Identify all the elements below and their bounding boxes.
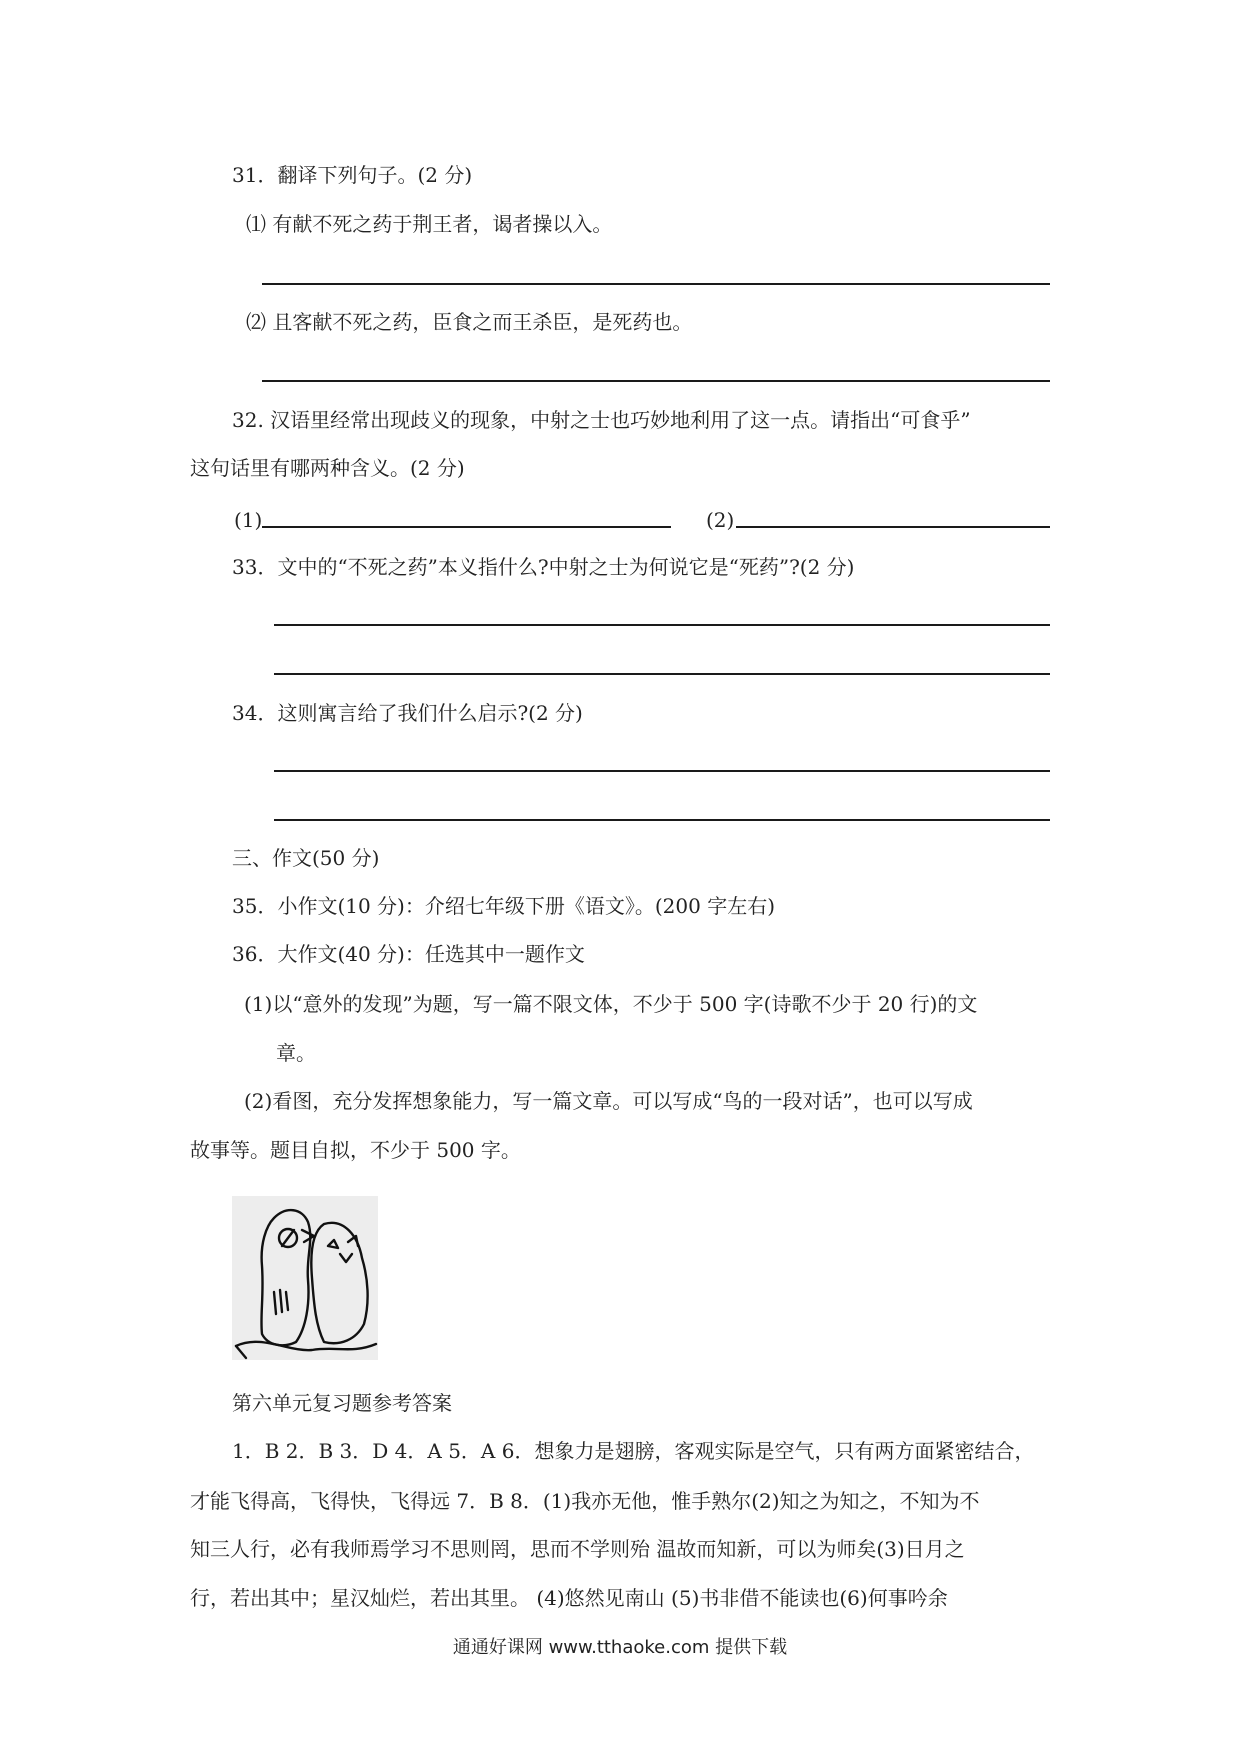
q31-title: 31．翻译下列句子。(2 分) [232, 163, 473, 187]
q34-answer-line-2[interactable] [274, 819, 1050, 821]
q34-answer-line-1[interactable] [274, 770, 1050, 772]
composition-heading: 三、作文(50 分) [232, 846, 380, 870]
q36-text: 36．大作文(40 分)：任选其中一题作文 [232, 942, 585, 966]
answers-line-4: 行，若出其中；星汉灿烂，若出其里。 (4)悠然见南山 (5)书非借不能读也(6)何事吟余 [190, 1586, 948, 1610]
q32-blank-2-label: (2) [706, 508, 735, 532]
q36-option-1-line-1: (1)以“意外的发现”为题，写一篇不限文体，不少于 500 字(诗歌不少于 20 行)的文 [244, 992, 978, 1016]
answers-heading: 第六单元复习题参考答案 [232, 1391, 452, 1415]
q31-sentence-1: ⑴ 有献不死之药于荆王者，谒者操以入。 [246, 212, 613, 236]
q32-blank-1-label: (1) [234, 508, 263, 532]
q33-title: 33．文中的“不死之药”本义指什么?中射之士为何说它是“死药”?(2 分) [232, 555, 855, 579]
footer-source: 通通好课网 www.tthaoke.com 提供下载 [452, 1637, 788, 1658]
answers-line-2: 才能飞得高，飞得快，飞得远 7．B 8．(1)我亦无他，惟手熟尔(2)知之为知之，不知为不 [190, 1489, 980, 1513]
q31-answer-line-1[interactable] [262, 283, 1050, 285]
answers-line-1: 1．B 2．B 3．D 4．A 5．A 6．想象力是翅膀，客观实际是空气，只有两方面紧密结合， [232, 1439, 1035, 1463]
q32-line-2: 这句话里有哪两种含义。(2 分) [190, 456, 465, 480]
q33-answer-line-1[interactable] [274, 624, 1050, 626]
q31-sentence-2: ⑵ 且客献不死之药，臣食之而王杀臣，是死药也。 [246, 310, 693, 334]
two-birds-illustration [232, 1196, 378, 1360]
q32-answer-line-2[interactable] [736, 526, 1050, 528]
q36-option-1-line-2: 章。 [276, 1041, 316, 1065]
q35-text: 35．小作文(10 分)：介绍七年级下册《语文》。(200 字左右) [232, 894, 775, 918]
q33-answer-line-2[interactable] [274, 673, 1050, 675]
q31-answer-line-2[interactable] [262, 380, 1050, 382]
q34-title: 34．这则寓言给了我们什么启示?(2 分) [232, 701, 583, 725]
q36-option-2-line-1: (2)看图，充分发挥想象能力，写一篇文章。可以写成“鸟的一段对话”，也可以写成 [244, 1089, 973, 1113]
two-birds-on-branch-drawing [232, 1196, 378, 1360]
answers-line-3: 知三人行，必有我师焉学习不思则罔，思而不学则殆 温故而知新，可以为师矣(3)日月之 [190, 1537, 965, 1561]
q32-answer-line-1[interactable] [262, 526, 671, 528]
q36-option-2-line-2: 故事等。题目自拟，不少于 500 字。 [190, 1138, 521, 1162]
q32-line-1: 32. 汉语里经常出现歧义的现象，中射之士也巧妙地利用了这一点。请指出“可食乎” [232, 408, 971, 432]
